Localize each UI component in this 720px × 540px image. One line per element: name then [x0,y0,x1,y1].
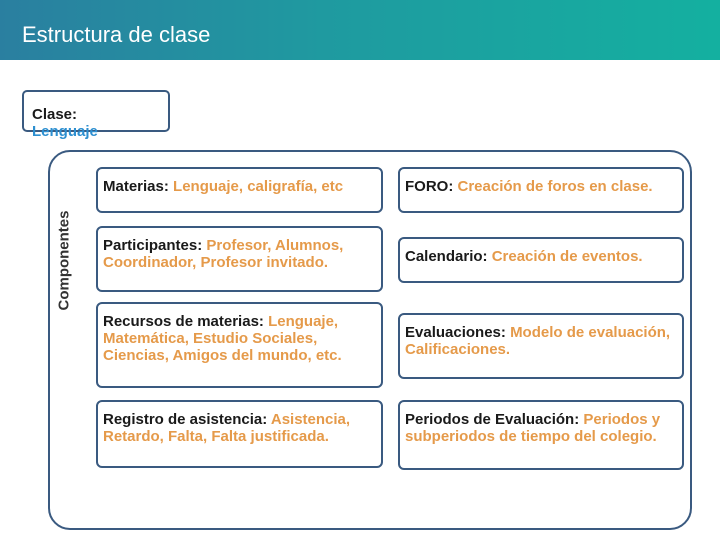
component-value: Modelo de evaluación, Calificaciones. [405,324,671,358]
component-key: Periodos de Evaluación: [405,411,580,428]
component-value: Periodos y subperiodos de tiempo del colegio. [405,411,661,445]
component-card-calendario [398,237,684,283]
component-card-materias [96,167,383,213]
component-key: Materias: [103,178,169,195]
component-key: Registro de asistencia: [103,411,268,428]
page-title: Estructura de clase [22,22,211,47]
component-key: FORO: [405,178,454,195]
component-value: Creación de eventos. [491,248,643,265]
component-key: Recursos de materias: [103,313,264,330]
component-key: Calendario: [405,248,488,265]
class-value: Lenguaje [32,123,98,140]
component-key: Participantes: [103,237,203,254]
component-card-recursos [96,302,383,388]
component-card-participantes [96,226,383,292]
component-card-evaluaciones [398,313,684,379]
components-side-label-text: Componentes [55,210,73,311]
component-value: Asistencia, Retardo, Falta, Falta justificada. [103,411,351,445]
component-card-foro [398,167,684,213]
component-card-asistencia [96,400,383,468]
component-key: Evaluaciones: [405,324,506,341]
class-label: Clase: [32,106,78,123]
component-card-periodos [398,400,684,470]
component-value: Lenguaje, caligrafía, etc [173,178,344,195]
header-bar [0,0,720,60]
component-value: Creación de foros en clase. [457,178,653,195]
component-value: Profesor, Alumnos, Coordinador, Profesor invitado. [103,237,344,271]
component-value: Lenguaje, Matemática, Estudio Sociales, Ciencias, Amigos del mundo, etc. [103,313,342,364]
